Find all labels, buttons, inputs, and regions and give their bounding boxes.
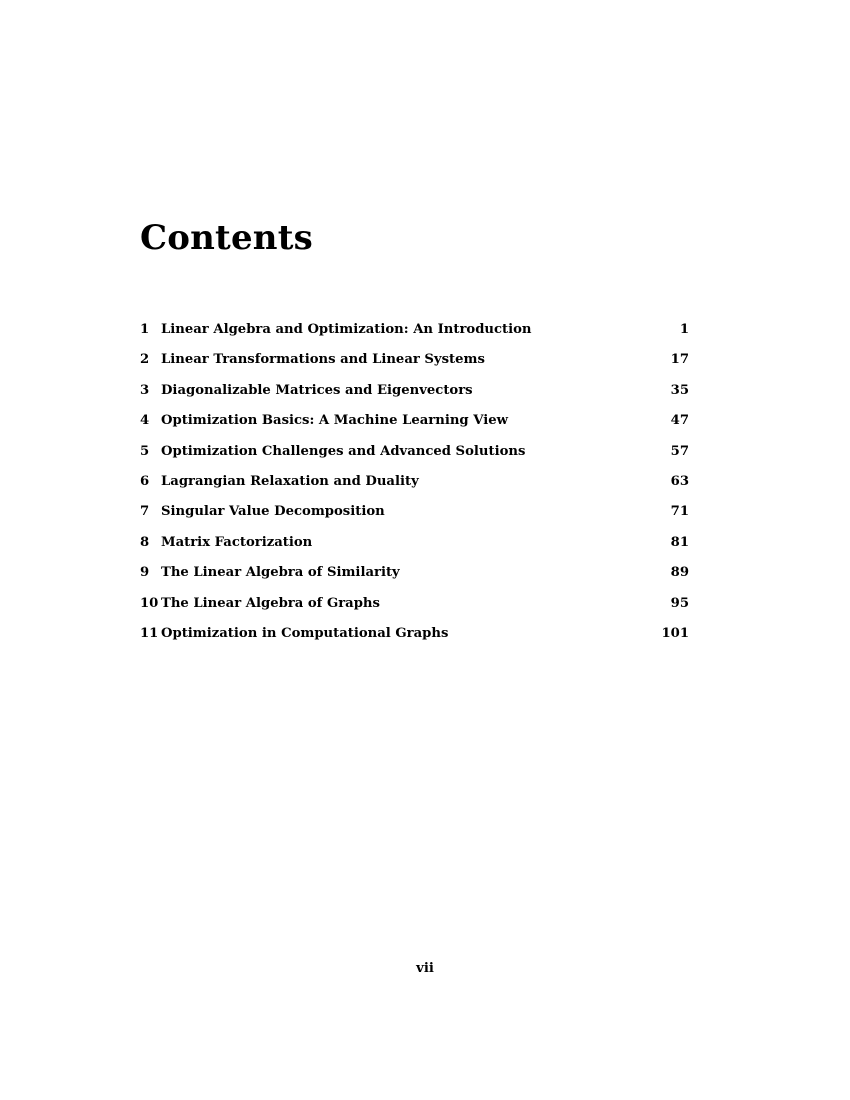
chapter-title: Diagonalizable Matrices and Eigenvectors [161, 382, 473, 398]
chapter-number: 8 [140, 534, 150, 550]
chapter-title: Optimization Basics: A Machine Learning View [161, 413, 508, 429]
chapter-number: 4 [140, 413, 150, 429]
page-number: 63 [670, 473, 689, 489]
chapter-number: 6 [140, 473, 150, 489]
page-number: 89 [670, 565, 689, 581]
toc-entry[interactable] [140, 593, 689, 623]
toc-entry[interactable] [140, 471, 689, 501]
toc-entry[interactable] [140, 532, 689, 562]
chapter-number: 5 [140, 443, 150, 459]
page-number: 47 [670, 413, 689, 429]
toc-entry[interactable] [140, 441, 689, 471]
chapter-number: 11 [140, 625, 159, 641]
page-number: 95 [670, 595, 689, 611]
toc-entry[interactable] [140, 410, 689, 440]
chapter-title: Optimization in Computational Graphs [161, 625, 449, 641]
page-number: 101 [661, 625, 689, 641]
page-number: 71 [670, 504, 689, 520]
chapter-number: 3 [140, 382, 150, 398]
page-number: 35 [670, 382, 689, 398]
chapter-number: 1 [140, 322, 150, 337]
chapter-title: Lagrangian Relaxation and Duality [161, 473, 419, 489]
toc-entry[interactable] [140, 380, 689, 410]
page-number: 81 [670, 534, 689, 550]
toc-entry[interactable] [140, 562, 689, 592]
chapter-title: The Linear Algebra of Graphs [161, 595, 380, 611]
page-number: 17 [670, 352, 689, 368]
chapter-title: Linear Transformations and Linear Systems [161, 352, 485, 368]
chapter-title: Matrix Factorization [161, 534, 313, 550]
table-of-contents [140, 319, 689, 653]
page-number: 57 [670, 443, 689, 459]
chapter-title: Singular Value Decomposition [161, 504, 385, 520]
toc-entry[interactable] [140, 501, 689, 531]
chapter-number: 7 [140, 504, 150, 520]
toc-entry[interactable] [140, 349, 689, 379]
chapter-number: 2 [140, 352, 150, 368]
page-title: Contents [140, 218, 313, 258]
chapter-title: Linear Algebra and Optimization: An Introduction [161, 322, 532, 337]
page-number: 1 [679, 322, 689, 337]
chapter-number: 9 [140, 565, 150, 581]
chapter-number: 10 [140, 595, 159, 611]
chapter-title: Optimization Challenges and Advanced Solutions [161, 443, 526, 459]
toc-entry[interactable] [140, 623, 689, 653]
toc-entry[interactable] [140, 319, 689, 349]
page-folio: vii [416, 961, 434, 976]
chapter-title: The Linear Algebra of Similarity [161, 565, 400, 581]
